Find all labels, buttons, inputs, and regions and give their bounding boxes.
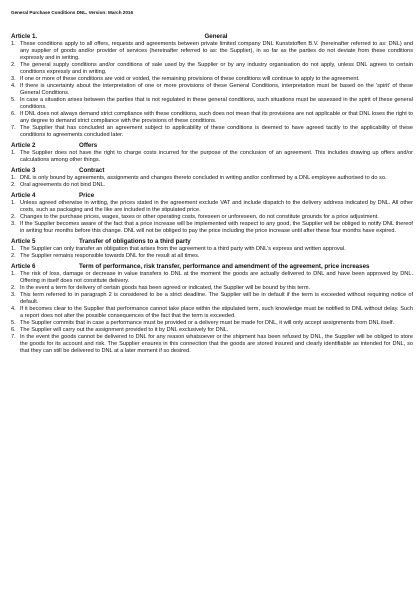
article-clause [11,182,413,189]
article-title: Term of performance, risk transfer, performance and amendment of the agreement, price increases [79,263,370,270]
clause-text: If DNL does not always demand strict compliance with these conditions, such does not mean that its provisions are not applicable or that DNL loses the right to any degree to demand strict compliance with the provisions of these conditions. [20,111,413,124]
article-clause-list [11,271,413,355]
clause-text: Oral agreements do not bind DNL. [20,182,106,188]
clause-number: 6. [11,327,16,333]
clause-number: 1. [11,175,16,181]
article-number: Article 4 [11,192,36,199]
article-title: General [204,33,228,40]
article-heading [11,142,413,150]
article-title: Transfer of obligations to a third party [79,238,191,245]
article-number: Article 2 [11,142,36,149]
document-header: General Purchase Conditions DNL. Version: March 2016 [11,10,134,15]
articles-container [11,33,413,358]
clause-text: In case a situation arises between the parties that is not regulated in these general conditions, such situations must be assessed in the spirit of these general conditions. [20,97,413,110]
clause-number: 1. [11,41,16,47]
clause-number: 1. [11,246,16,252]
article-clause [11,292,413,306]
article-clause [11,62,413,76]
clause-text: The Supplier does not have the right to charge costs incurred for the purpose of the conclusion of an agreement. This includes drawing up offers and/or calculations among other things. [20,150,413,163]
article-clause [11,200,413,214]
article-clause-list [11,150,413,164]
article-clause [11,97,413,111]
article-title: Contract [79,167,105,174]
article-clause [11,285,413,292]
clause-number: 7. [11,334,16,340]
clause-text: If one or more of these conditions are void or voided, the remaining provisions of these conditions will continue to apply to the agreement. [20,76,360,82]
clause-number: 3. [11,221,16,227]
clause-number: 2. [11,285,16,291]
article-clause [11,306,413,320]
article-clause-list [11,41,413,139]
clause-number: 4. [11,83,16,89]
clause-text: These conditions apply to all offers, requests and agreements between private limited company DNL Kunststoffen B.V. (hereinafter referred to as: DNL) and any supplier of goods and/or provider of services (hereinafter referred to as: the Supplier), in so far as the parties do not deviate from these conditions expressly and in writing. [20,41,413,61]
article-clause-list [11,175,413,189]
article-section [11,238,413,260]
article-clause [11,41,413,62]
clause-text: The Supplier commits that in case a performance must be provided or a delivery must be made for DNL, it will only accept assignments from DNL itself. [20,320,395,326]
article-clause [11,214,413,221]
clause-text: Unless agreed otherwise in writing, the prices stated in the agreement exclude VAT and include dispatch to the delivery address indicated by DNL. All other costs, such as packaging and the like are included in the stipulated price. [20,200,413,213]
article-clause [11,327,413,334]
clause-number: 2. [11,182,16,188]
clause-text: If there is uncertainty about the interpretation of one or more provisions of these General Conditions, interpretation must be based on the 'spirit' of these General Conditions. [20,83,413,96]
article-number: Article 1. [11,33,38,40]
article-clause [11,334,413,355]
clause-text: Changes to the purchase prices, wages, taxes or other operating costs, foreseen or unforeseen, do not constitute grounds for a price adjustment. [20,214,379,220]
article-title: Offers [79,142,98,149]
article-clause [11,83,413,97]
clause-number: 6. [11,111,16,117]
clause-number: 5. [11,320,16,326]
clause-text: In the event a term for delivery of certain goods has been agreed or indicated, the Supplier will be bound by this term. [20,285,311,291]
article-clause [11,221,413,235]
clause-number: 1. [11,271,16,277]
article-clause [11,150,413,164]
clause-number: 2. [11,253,16,259]
clause-text: In the event the goods cannot be delivered to DNL for any reason whatsoever or the shipment has been refused by DNL, the Supplier will be obliged to store the goods for its account and risk. The Supplier ensures in this connection that the goods are stored insured and clearly identifiable as intended for DNL, so that they can still be delivered to DNL at a later moment if so desired. [20,334,413,354]
article-section [11,167,413,189]
clause-text: The risk of loss, damage or decrease in value transfers to DNL at the moment the goods are actually delivered to DNL and have been approved by DNL. Offering in itself does not constitute delivery. [20,271,413,284]
clause-text: DNL is only bound by agreements, assignments and changes thereto concluded in writing and/or confirmed by a DNL employee authorised to do so. [20,175,387,181]
article-number: Article 3 [11,167,36,174]
clause-text: If the Supplier becomes aware of the fact that a price increase will be implemented with respect to any good, the Supplier will be obliged to notify DNL thereof in writing four months before this change. DNL will not be obliged to pay the price including the price increase until after these four months have expired. [20,221,413,234]
article-clause [11,76,413,83]
clause-number: 4. [11,306,16,312]
article-section [11,142,413,164]
article-number: Article 6 [11,263,36,270]
article-section [11,33,413,139]
article-section [11,263,413,355]
clause-number: 3. [11,76,16,82]
clause-text: The general supply conditions and/or conditions of sale used by the Supplier or by any industry organisation do not apply, unless DNL agrees to certain conditions expressly and in writing. [20,62,413,75]
clause-text: This term referred to in paragraph 2 is considered to be a strict deadline. The Supplier will be in default if the term is exceeded without requiring notice of default. [20,292,413,305]
clause-number: 1. [11,150,16,156]
article-clause [11,125,413,139]
article-section [11,192,413,235]
article-clause-list [11,246,413,260]
article-clause [11,320,413,327]
article-heading [11,238,413,246]
article-clause [11,111,413,125]
clause-text: If it becomes clear to the Supplier that performance cannot take place within the stipulated term, such knowledge must be notified to DNL without delay. Such a report does not alter the possible consequences of the fact that the term is exceeded. [20,306,413,319]
article-heading [11,167,413,175]
article-clause [11,271,413,285]
article-clause [11,246,413,253]
clause-number: 5. [11,97,16,103]
article-title: Price [79,192,95,199]
clause-number: 3. [11,292,16,298]
clause-text: The Supplier can only transfer an obligation that arises from the agreement to a third party with DNL's express and written approval. [20,246,346,252]
article-heading [11,192,413,200]
clause-text: The Supplier that has concluded an agreement subject to applicability of these conditions is deemed to have agreed tacitly to the applicability of these conditions to agreements concluded later. [20,125,413,138]
clause-number: 2. [11,214,16,220]
article-clause-list [11,200,413,235]
article-clause [11,175,413,182]
clause-number: 2. [11,62,16,68]
article-heading [11,263,413,271]
article-heading [11,33,413,41]
article-clause [11,253,413,260]
clause-text: The Supplier will carry out the assignment provided to it by DNL exclusively for DNL. [20,327,229,333]
article-number: Article 5 [11,238,36,245]
clause-text: The Supplier remains responsible towards DNL for the result at all times. [20,253,200,259]
clause-number: 7. [11,125,16,131]
clause-number: 1. [11,200,16,206]
